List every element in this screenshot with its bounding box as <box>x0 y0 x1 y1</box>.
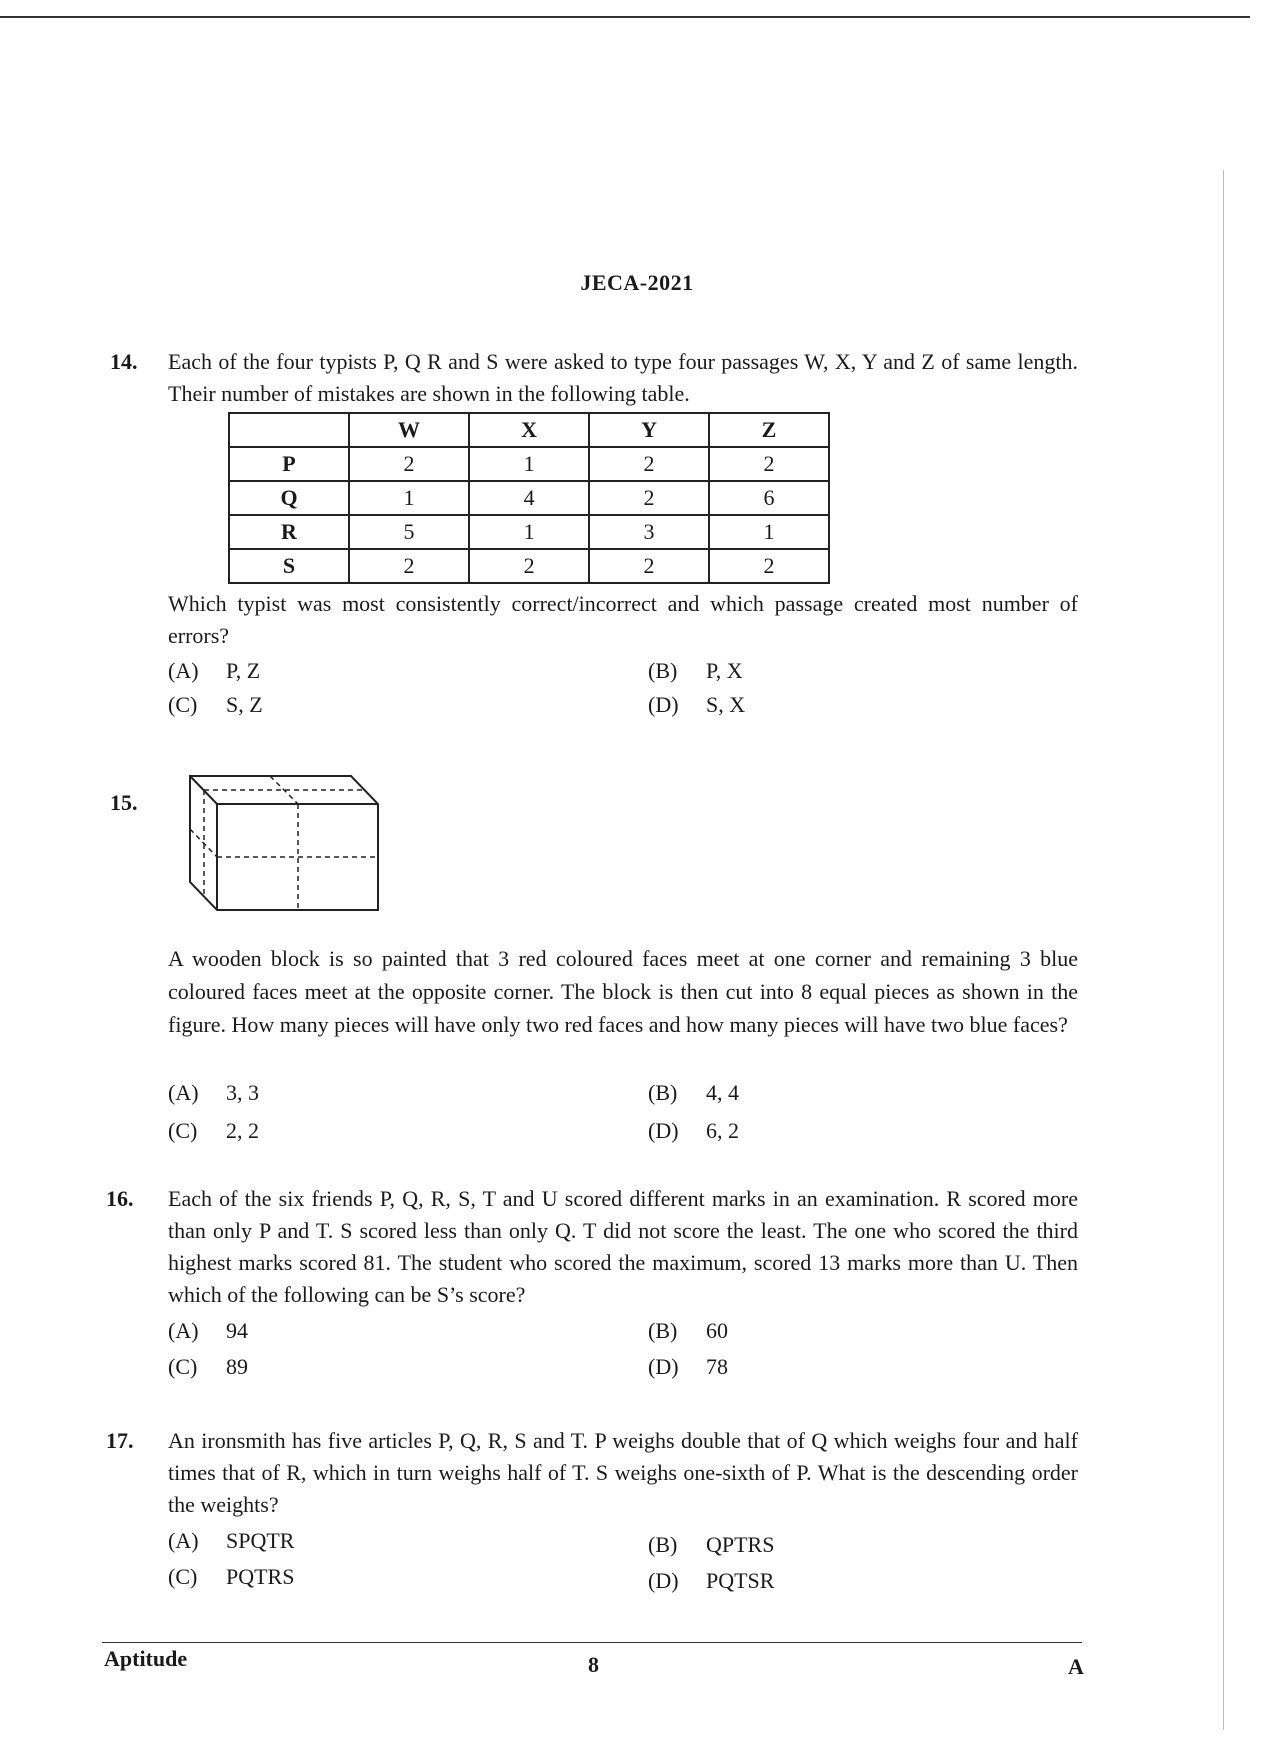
block-outline <box>190 776 378 910</box>
table-cell: 2 <box>709 447 829 481</box>
option-label: (B) <box>648 1318 678 1343</box>
row-header-q: Q <box>229 481 349 515</box>
option-value: 6, 2 <box>706 1118 739 1143</box>
option-value: 3, 3 <box>226 1080 259 1105</box>
option-b <box>648 658 743 684</box>
table-header-row <box>229 413 829 447</box>
option-value: PQTRS <box>226 1564 295 1589</box>
option-d <box>648 1354 728 1380</box>
option-value: 78 <box>706 1354 728 1379</box>
option-c <box>168 1354 248 1380</box>
option-label: (C) <box>168 692 198 717</box>
cut-lines <box>190 776 378 910</box>
option-label: (B) <box>648 1532 678 1557</box>
exam-title: JECA-2021 <box>580 270 694 295</box>
column-header-x: X <box>469 413 589 447</box>
option-value: QPTRS <box>706 1532 775 1557</box>
option-value: 60 <box>706 1318 728 1343</box>
page-number: 8 <box>588 1652 599 1677</box>
question-number-15: 15. <box>110 790 138 815</box>
question-14-text-2: Which typist was most consistently correct/incorrect and which passage created most number of errors? <box>168 591 1078 648</box>
option-value: SPQTR <box>226 1528 295 1553</box>
option-label: (B) <box>648 1080 678 1105</box>
option-value: 4, 4 <box>706 1080 739 1105</box>
question-set-label: A <box>1068 1654 1084 1679</box>
option-value: 2, 2 <box>226 1118 259 1143</box>
table-cell: 1 <box>469 515 589 549</box>
option-label: (A) <box>168 1528 199 1553</box>
option-label: (B) <box>648 658 678 683</box>
option-value: S, Z <box>226 692 263 717</box>
option-value: 94 <box>226 1318 248 1343</box>
table-cell: 2 <box>349 549 469 583</box>
row-header-p: P <box>229 447 349 481</box>
table-row <box>229 549 829 583</box>
option-a <box>168 658 260 684</box>
table-row <box>229 515 829 549</box>
top-rule <box>0 16 1250 18</box>
table-cell: 4 <box>469 481 589 515</box>
table-cell: 1 <box>349 481 469 515</box>
question-17-text: An ironsmith has five articles P, Q, R, S and T. P weighs double that of Q which weighs four and half times that of R, which in turn weighs half of T. S weighs one-sixth of P. What is the descending order the weights? <box>168 1428 1078 1517</box>
option-b <box>648 1532 774 1558</box>
question-number-16: 16. <box>106 1186 134 1211</box>
option-label: (A) <box>168 1080 199 1105</box>
table-cell: 2 <box>589 447 709 481</box>
option-b <box>648 1080 739 1106</box>
cut-block-figure <box>188 774 388 914</box>
option-b <box>648 1318 728 1344</box>
table-cell: 2 <box>589 549 709 583</box>
option-label: (A) <box>168 658 199 683</box>
question-14-text: Each of the four typists P, Q R and S were asked to type four passages W, X, Y and Z of same length. Their number of mistakes are shown in the following table. <box>168 349 1078 406</box>
option-c <box>168 692 263 718</box>
mistakes-table <box>228 412 830 584</box>
column-header-y: Y <box>589 413 709 447</box>
option-a <box>168 1528 294 1554</box>
table-row <box>229 481 829 515</box>
option-label: (A) <box>168 1318 199 1343</box>
option-c <box>168 1564 294 1590</box>
option-value: 89 <box>226 1354 248 1379</box>
option-value: S, X <box>706 692 746 717</box>
table-cell: 1 <box>469 447 589 481</box>
option-d <box>648 1568 774 1594</box>
footer-rule <box>102 1642 1082 1643</box>
question-15-text: A wooden block is so painted that 3 red coloured faces meet at one corner and remaining 3 blue coloured faces meet at the opposite corner. The block is then cut into 8 equal pieces as shown in the figure. How many pieces will have only two red faces and how many pieces will have two blue faces? <box>168 946 1078 1037</box>
table-cell: 2 <box>469 549 589 583</box>
column-header-z: Z <box>709 413 829 447</box>
table-cell: 2 <box>709 549 829 583</box>
option-d <box>648 692 745 718</box>
option-value: PQTSR <box>706 1568 775 1593</box>
option-value: P, Z <box>226 658 261 683</box>
table-cell: 2 <box>349 447 469 481</box>
option-a <box>168 1318 248 1344</box>
row-header-s: S <box>229 549 349 583</box>
question-number-17: 17. <box>106 1428 134 1453</box>
option-value: P, X <box>706 658 743 683</box>
option-label: (D) <box>648 1354 679 1379</box>
table-cell: 1 <box>709 515 829 549</box>
option-label: (D) <box>648 1118 679 1143</box>
option-a <box>168 1080 259 1106</box>
page-edge-line <box>1223 170 1224 1730</box>
option-label: (C) <box>168 1354 198 1379</box>
footer-subject: Aptitude <box>104 1646 188 1671</box>
option-c <box>168 1118 259 1144</box>
table-cell: 5 <box>349 515 469 549</box>
option-label: (D) <box>648 1568 679 1593</box>
row-header-r: R <box>229 515 349 549</box>
table-cell: 2 <box>589 481 709 515</box>
column-header-w: W <box>349 413 469 447</box>
option-label: (C) <box>168 1564 198 1589</box>
option-d <box>648 1118 739 1144</box>
table-corner-cell <box>229 413 349 447</box>
option-label: (D) <box>648 692 679 717</box>
table-cell: 3 <box>589 515 709 549</box>
table-cell: 6 <box>709 481 829 515</box>
option-label: (C) <box>168 1118 198 1143</box>
question-16-text: Each of the six friends P, Q, R, S, T and U scored different marks in an examination. R scored more than only P and T. S scored less than only Q. T did not score the least. The one who scored the third highest marks scored 81. The student who scored the maximum, scored 13 marks more than U. Then which of the following can be S’s score? <box>168 1186 1078 1307</box>
table-row <box>229 447 829 481</box>
question-number-14: 14. <box>110 349 138 374</box>
